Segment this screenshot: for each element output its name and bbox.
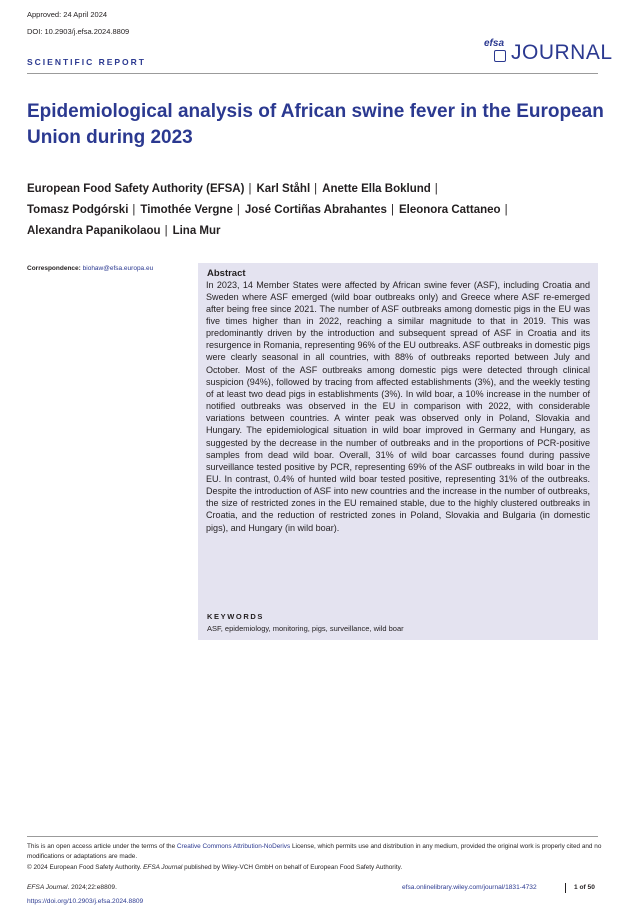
efsa-logo-icon (494, 50, 506, 62)
correspondence-email-link[interactable]: biohaw@efsa.europa.eu (82, 265, 154, 272)
author-separator: | (504, 204, 508, 216)
doi-text: DOI: 10.2903/j.efsa.2024.8809 (27, 27, 130, 36)
author-separator: | (164, 225, 168, 237)
footer-divider (27, 836, 598, 837)
journal-wordmark: JOURNAL (511, 41, 613, 64)
author[interactable]: Timothée Vergne (140, 204, 233, 216)
page-number-divider (565, 883, 566, 893)
author-separator: | (390, 204, 394, 216)
author[interactable]: Lina Mur (172, 225, 221, 237)
author-separator: | (132, 204, 136, 216)
correspondence (27, 265, 153, 272)
abstract-box (198, 263, 598, 640)
header-divider (27, 73, 598, 74)
author[interactable]: José Cortiñas Abrahantes (244, 204, 387, 216)
author[interactable]: Karl Ståhl (256, 183, 311, 195)
author[interactable]: Alexandra Papanikolaou (27, 225, 161, 237)
citation-journal-name: EFSA Journal (27, 884, 68, 891)
copyright-journal-name: EFSA Journal (143, 864, 183, 871)
copyright-text-end: published by Wiley-VCH GmbH on behalf of European Food Safety Authority. (182, 864, 403, 871)
journal-url-link[interactable]: efsa.onlinelibrary.wiley.com/journal/1831-4732 (402, 884, 537, 891)
author-separator: | (434, 183, 438, 195)
author[interactable]: Tomasz Podgórski (27, 204, 129, 216)
citation-details: . 2024;22:e8809. (67, 884, 117, 891)
copyright-notice (27, 864, 402, 871)
author-separator: | (248, 183, 252, 195)
author[interactable]: European Food Safety Authority (EFSA) (27, 183, 245, 195)
doi-link[interactable]: https://doi.org/10.2903/j.efsa.2024.8809 (27, 898, 144, 905)
citation (27, 884, 117, 891)
license-notice (27, 842, 602, 861)
article-title: Epidemiological analysis of African swine fever in the European Union during 2023 (27, 101, 604, 148)
page-number: 1 of 50 (574, 884, 595, 891)
keywords-heading: KEYWORDS (207, 612, 264, 621)
license-text-start: This is an open access article under the terms of the (27, 843, 177, 850)
approval-date: Approved: 24 April 2024 (27, 10, 108, 19)
abstract-text: In 2023, 14 Member States were affected by African swine fever (ASF), including Croatia and Sweden where ASF emerged (wild boar outbreaks only) and Greece where ASF re-emerged after being free since 2021. The number of ASF outbreaks among domestic pigs in the EU was five times higher than in 2022, reaching a similar magnitude to that in 2019. This was predominantly driven by the introduction and subsequent spread of ASF in Croatia and its resurgence in Romania, representing 96% of the EU outbreaks. ASF outbreaks in domestic pigs were clearly seasonal in all countries, with 88% of outbreaks reported between July and October. Most of the ASF outbreaks among domestic pigs were detected through clinical suspicion (94%), followed by tracing from affected establishments (3%), and the weekly testing of at least two dead pigs in establishments (3%). In wild boar, a 10% increase in the number of notified outbreaks was observed in the EU in comparison with 2022, with considerable variations between countries. A winter peak was observed only in Poland, Slovakia and Hungary. The epidemiological situation in wild boar improved in Germany and Hungary, as suggested by the decrease in the number of outbreaks and in the proportions of PCR-positive samples from dead wild boar. Overall, 31% of wild boar carcasses found during passive surveillance tested positive by PCR, representing 69% of the ASF outbreaks in wild boar in the EU. In contrast, 0.4% of hunted wild boar tested positive, representing 31% of the outbreaks. Despite the introduction of ASF into new countries and the increase in the number of outbreaks, the size of restricted zones in the EU remained stable, due to the highly clustered outbreaks in Croatia, and the reduction of restricted zones in Poland, Slovakia and Bulgaria (in domestic pigs), and Hungary (in wild boar). (206, 279, 590, 533)
license-link[interactable]: Creative Commons Attribution-NoDerivs (176, 843, 291, 850)
abstract-heading: Abstract (207, 268, 246, 279)
author[interactable]: Anette Ella Boklund (322, 183, 431, 195)
efsa-logo-mark: efsa (484, 38, 505, 49)
author-separator: | (314, 183, 318, 195)
author[interactable]: Eleonora Cattaneo (398, 204, 501, 216)
author-list (27, 179, 597, 242)
license-text-end: License, which permits use and distribution in any medium, provided the original work is properly cited and no modifications or adaptations are made. (27, 843, 602, 860)
author-separator: | (236, 204, 240, 216)
correspondence-label: Correspondence: (27, 265, 81, 272)
efsa-journal-logo (480, 38, 613, 68)
report-type-label: SCIENTIFIC REPORT (27, 57, 147, 67)
keywords-text: ASF, epidemiology, monitoring, pigs, surveillance, wild boar (207, 624, 404, 633)
copyright-text-start: © 2024 European Food Safety Authority. (27, 864, 144, 871)
